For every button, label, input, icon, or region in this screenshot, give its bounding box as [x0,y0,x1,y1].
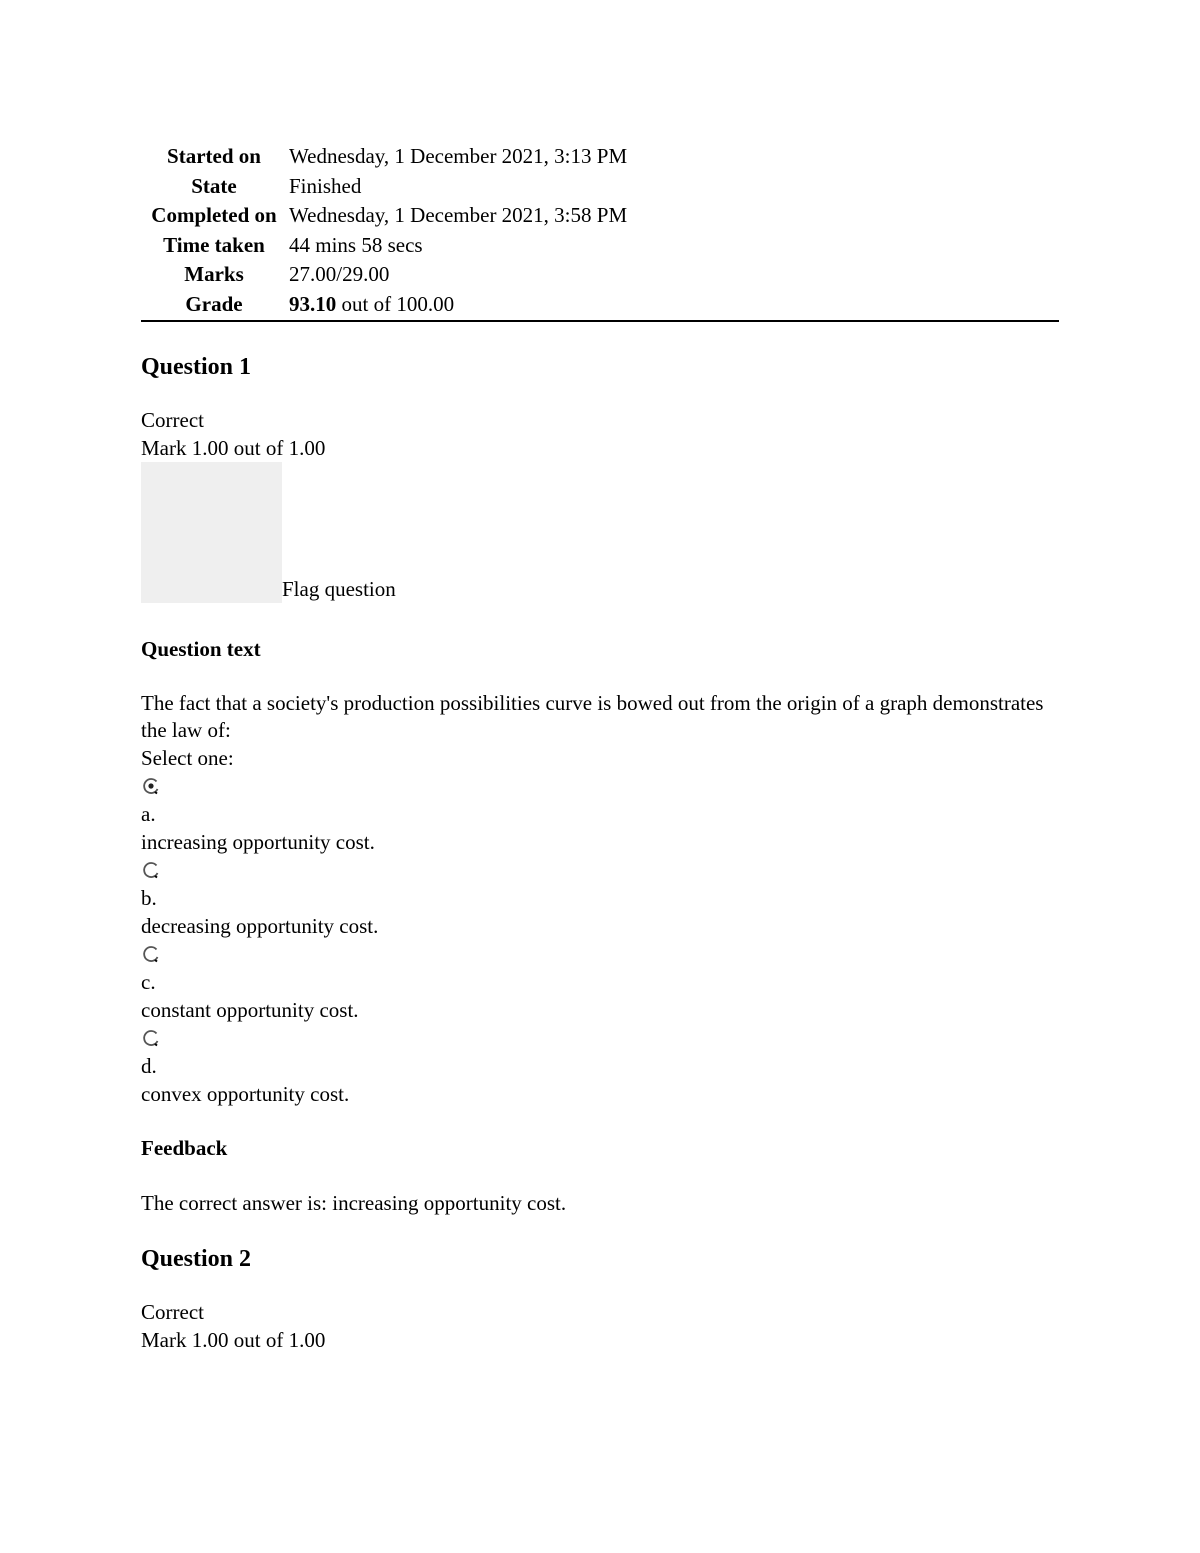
summary-row-marks [141,260,1059,290]
grade-score: 93.10 [289,291,337,316]
question-mark: Mark 1.00 out of 1.00 [141,1327,326,1352]
answer-options [141,777,1059,1108]
option-letter: b. [141,885,157,910]
grade-label: Grade [185,291,243,316]
state-label: State [191,173,237,198]
summary-row-completed [141,201,1059,231]
option-text: convex opportunity cost. [141,1081,350,1106]
answer-option-a[interactable] [141,777,1059,856]
radio-selected-icon[interactable] [142,777,160,795]
summary-row-time-taken [141,231,1059,261]
radio-unselected-icon[interactable] [142,861,160,879]
completed-on-label: Completed on [151,203,277,228]
attempt-summary-table [141,142,1059,322]
flag-question-label[interactable]: Flag question [282,576,396,601]
option-letter: d. [141,1053,157,1078]
flag-question-row[interactable] [141,462,1059,608]
option-letter: c. [141,969,156,994]
option-text: decreasing opportunity cost. [141,913,379,938]
flag-icon[interactable] [141,462,282,603]
radio-unselected-icon[interactable] [142,1029,160,1047]
grade-out-of: out of 100.00 [336,291,455,316]
marks-label: Marks [184,262,244,287]
feedback-text: The correct answer is: increasing opportunity cost. [141,1190,567,1215]
feedback-heading: Feedback [141,1135,228,1160]
summary-row-grade [141,290,1059,321]
state-value: Finished [289,173,362,198]
option-text: constant opportunity cost. [141,997,359,1022]
answer-option-c[interactable] [141,945,1059,1024]
question-1 [141,351,1059,1217]
question-title: Question 2 [141,1245,252,1272]
started-on-value: Wednesday, 1 December 2021, 3:13 PM [289,144,628,168]
time-taken-label: Time taken [163,232,265,257]
question-title: Question 1 [141,353,252,380]
option-letter: a. [141,801,156,826]
answer-option-d[interactable] [141,1029,1059,1108]
question-text: The fact that a society's production possibilities curve is bowed out from the origin of a graph demonstrates the law of: [141,690,1044,742]
started-on-label: Started on [167,144,261,168]
question-mark: Mark 1.00 out of 1.00 [141,435,326,460]
time-taken-value: 44 mins 58 secs [289,232,423,257]
question-2 [141,1243,1059,1354]
radio-unselected-icon[interactable] [142,945,160,963]
grade-value [287,290,1059,321]
select-one-prompt: Select one: [141,745,234,770]
summary-row-state [141,172,1059,202]
answer-option-b[interactable] [141,861,1059,940]
quiz-review-page [141,142,1059,1354]
summary-row-started [141,142,1059,172]
question-text-heading: Question text [141,636,261,661]
question-status: Correct [141,1299,204,1324]
completed-on-value: Wednesday, 1 December 2021, 3:58 PM [289,203,628,228]
option-text: increasing opportunity cost. [141,829,375,854]
marks-value: 27.00/29.00 [289,262,390,287]
question-status: Correct [141,407,204,432]
